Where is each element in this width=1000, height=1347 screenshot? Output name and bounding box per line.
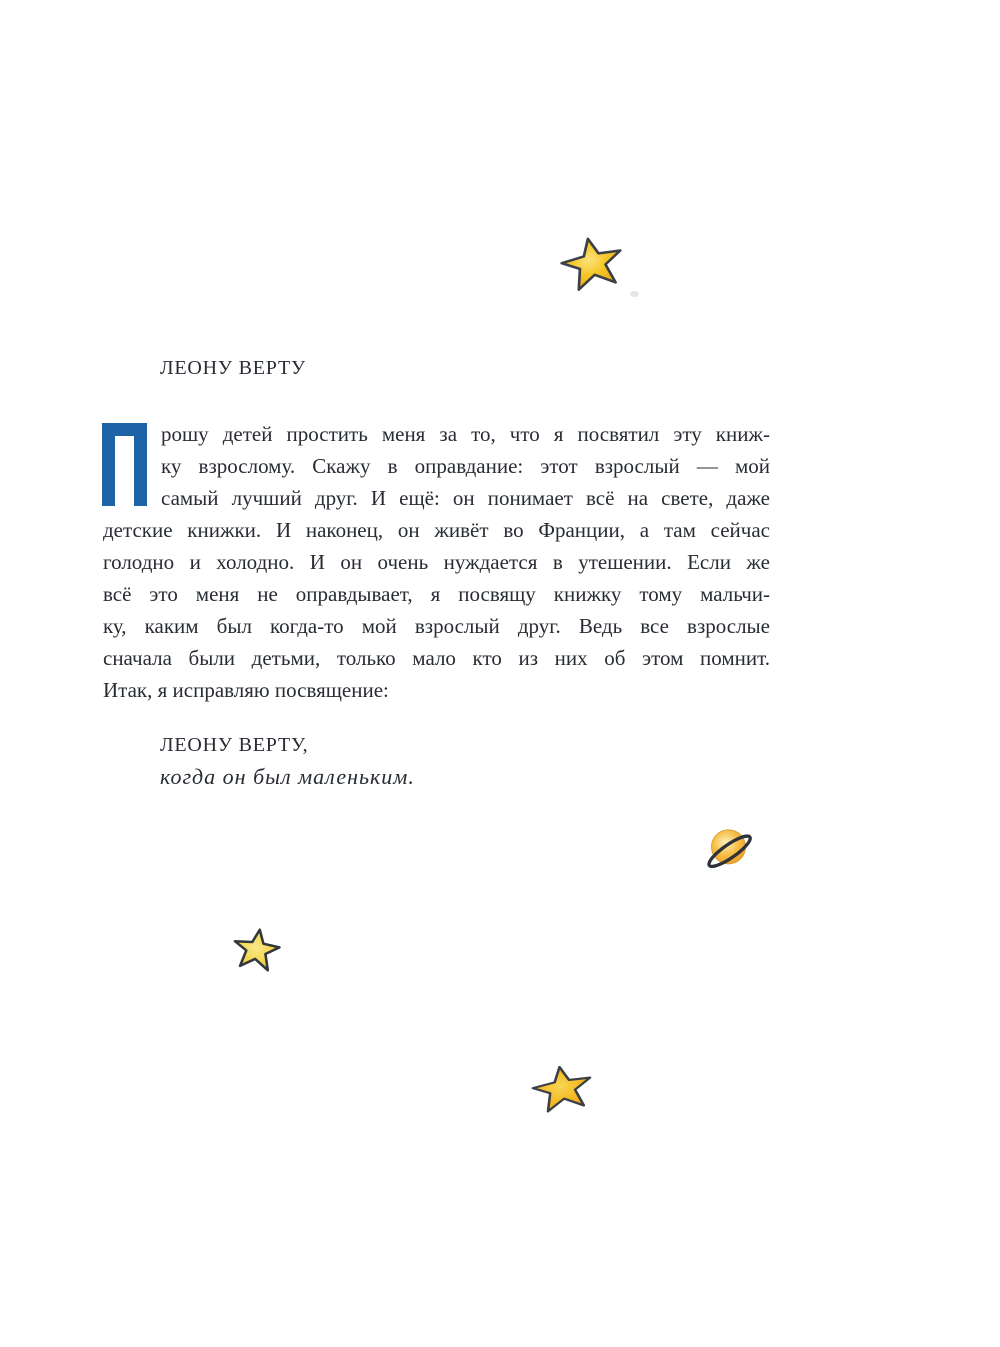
paragraph-line: ку взрослому. Скажу в оправдание: этот взрослый — мой [161,454,770,478]
star-top-illustration [553,227,634,304]
paragraph-line: детские книжки. И наконец, он живёт во Франции, а там сейчас [103,518,770,542]
paragraph-line: самый лучший друг. И ещё: он понимает всё на свете, даже [161,486,770,510]
star-left-illustration [229,923,285,978]
paragraph-line: Итак, я исправляю посвящение: [103,678,389,702]
dedication-italic-line: когда он был маленьким. [160,764,415,789]
dedication-heading: ЛЕОНУ ВЕРТУ [160,357,306,379]
paragraph-line: всё это меня не оправдывает, я посвящу книжку тому мальчи- [103,582,770,606]
corrected-dedication [160,729,415,793]
paragraph-line: ку, каким был когда-то мой взрослый друг. Ведь все взрослые [103,614,770,638]
paragraph-line: сначала были детьми, только мало кто из них об этом помнит. [103,646,770,670]
saturn-planet-illustration [701,821,756,876]
ink-smudge [630,291,639,297]
paragraph-line: голодно и холодно. И он очень нуждается в утешении. Если же [103,550,770,574]
star-bottom-illustration [525,1057,601,1124]
paragraph-line: рошу детей простить меня за то, что я посвятил эту книж- [161,422,770,446]
dedication-paragraph [103,418,770,706]
dedication-name-line: ЛЕОНУ ВЕРТУ, [160,734,309,756]
